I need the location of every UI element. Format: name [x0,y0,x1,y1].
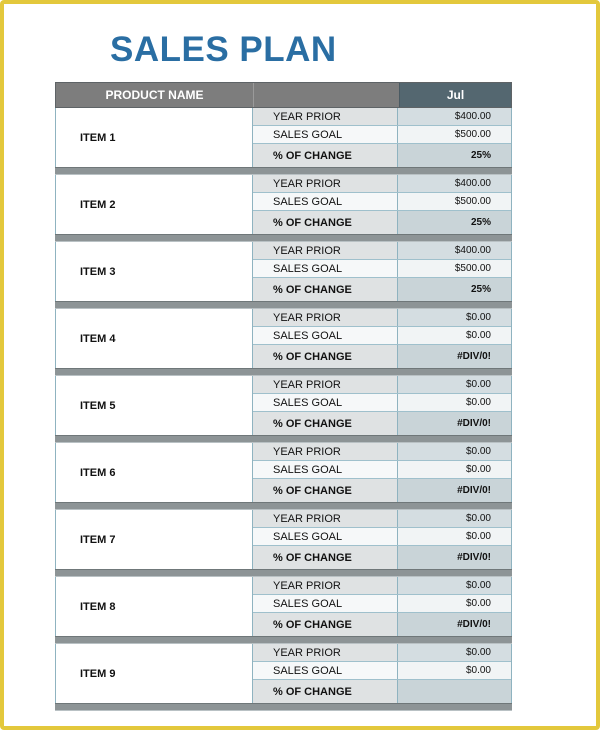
item-rows [253,175,511,234]
year-prior-label: YEAR PRIOR [253,242,398,259]
percent-change-row [253,613,511,636]
sales-goal-label: SALES GOAL [253,461,398,478]
group-separator [55,502,512,510]
sales-goal-value[interactable]: $0.00 [398,662,511,679]
item-name: ITEM 9 [56,644,253,703]
item-name: ITEM 7 [56,510,253,569]
year-prior-value[interactable]: $0.00 [398,309,511,326]
percent-change-label: % OF CHANGE [253,211,398,234]
year-prior-value[interactable]: $0.00 [398,376,511,393]
sales-goal-value[interactable]: $0.00 [398,528,511,545]
year-prior-row [253,577,511,595]
item-rows [253,376,511,435]
year-prior-row [253,644,511,662]
percent-change-value[interactable]: #DIV/0! [398,479,511,502]
item-name: ITEM 1 [56,108,253,167]
sales-goal-label: SALES GOAL [253,327,398,344]
sales-goal-value[interactable]: $0.00 [398,327,511,344]
table-header [55,82,512,108]
percent-change-row [253,680,511,703]
sales-goal-value[interactable]: $500.00 [398,260,511,277]
percent-change-value[interactable]: 25% [398,144,511,167]
percent-change-row [253,144,511,167]
year-prior-row [253,309,511,327]
percent-change-value[interactable]: 25% [398,211,511,234]
percent-change-label: % OF CHANGE [253,613,398,636]
sales-goal-label: SALES GOAL [253,193,398,210]
sales-goal-label: SALES GOAL [253,126,398,143]
percent-change-row [253,345,511,368]
group-separator [55,435,512,443]
percent-change-row [253,546,511,569]
item-rows [253,242,511,301]
item-groups [55,108,512,711]
item-group [55,175,512,234]
page-title: SALES PLAN [110,30,337,69]
percent-change-row [253,412,511,435]
group-separator [55,569,512,577]
year-prior-value[interactable]: $400.00 [398,175,511,192]
percent-change-label: % OF CHANGE [253,144,398,167]
sales-goal-label: SALES GOAL [253,528,398,545]
percent-change-row [253,479,511,502]
item-rows [253,309,511,368]
item-rows [253,108,511,167]
year-prior-label: YEAR PRIOR [253,443,398,460]
year-prior-value[interactable]: $400.00 [398,108,511,125]
sales-goal-value[interactable]: $0.00 [398,595,511,612]
year-prior-value[interactable]: $0.00 [398,443,511,460]
sales-goal-row [253,327,511,345]
sales-goal-value[interactable]: $0.00 [398,461,511,478]
group-separator [55,234,512,242]
sales-goal-value[interactable]: $0.00 [398,394,511,411]
percent-change-row [253,278,511,301]
percent-change-value[interactable]: #DIV/0! [398,546,511,569]
header-product-name: PRODUCT NAME [105,88,204,102]
header-month: Jul [399,83,511,107]
item-name: ITEM 8 [56,577,253,636]
year-prior-value[interactable]: $400.00 [398,242,511,259]
item-group [55,309,512,368]
item-group [55,376,512,435]
sales-goal-value[interactable]: $500.00 [398,126,511,143]
percent-change-value[interactable] [398,680,511,703]
year-prior-label: YEAR PRIOR [253,510,398,527]
percent-change-label: % OF CHANGE [253,345,398,368]
item-group [55,644,512,703]
year-prior-value[interactable]: $0.00 [398,510,511,527]
group-separator [55,636,512,644]
item-name: ITEM 5 [56,376,253,435]
sales-goal-row [253,260,511,278]
group-separator [55,703,512,711]
percent-change-label: % OF CHANGE [253,546,398,569]
year-prior-row [253,510,511,528]
item-name: ITEM 3 [56,242,253,301]
sales-goal-row [253,126,511,144]
year-prior-label: YEAR PRIOR [253,309,398,326]
item-rows [253,644,511,703]
item-rows [253,577,511,636]
sales-goal-label: SALES GOAL [253,260,398,277]
sales-goal-row [253,662,511,680]
sales-goal-row [253,193,511,211]
item-group [55,510,512,569]
year-prior-label: YEAR PRIOR [253,175,398,192]
year-prior-value[interactable]: $0.00 [398,644,511,661]
item-group [55,443,512,502]
year-prior-label: YEAR PRIOR [253,644,398,661]
percent-change-label: % OF CHANGE [253,278,398,301]
item-group [55,577,512,636]
item-name: ITEM 6 [56,443,253,502]
percent-change-value[interactable]: #DIV/0! [398,613,511,636]
percent-change-value[interactable]: 25% [398,278,511,301]
sales-goal-value[interactable]: $500.00 [398,193,511,210]
percent-change-value[interactable]: #DIV/0! [398,345,511,368]
item-rows [253,443,511,502]
percent-change-label: % OF CHANGE [253,479,398,502]
percent-change-value[interactable]: #DIV/0! [398,412,511,435]
year-prior-label: YEAR PRIOR [253,577,398,594]
sales-goal-label: SALES GOAL [253,595,398,612]
sales-goal-label: SALES GOAL [253,394,398,411]
item-group [55,108,512,167]
item-group [55,242,512,301]
percent-change-row [253,211,511,234]
sales-goal-row [253,461,511,479]
sales-plan-table [55,82,512,698]
group-separator [55,368,512,376]
year-prior-row [253,443,511,461]
item-name: ITEM 4 [56,309,253,368]
group-separator [55,301,512,309]
year-prior-row [253,108,511,126]
year-prior-row [253,242,511,260]
sales-goal-row [253,394,511,412]
sales-goal-row [253,528,511,546]
year-prior-label: YEAR PRIOR [253,376,398,393]
sales-goal-label: SALES GOAL [253,662,398,679]
year-prior-row [253,175,511,193]
item-name: ITEM 2 [56,175,253,234]
percent-change-label: % OF CHANGE [253,680,398,703]
percent-change-label: % OF CHANGE [253,412,398,435]
header-blank [253,83,399,107]
year-prior-row [253,376,511,394]
sales-goal-row [253,595,511,613]
year-prior-value[interactable]: $0.00 [398,577,511,594]
year-prior-label: YEAR PRIOR [253,108,398,125]
group-separator [55,167,512,175]
item-rows [253,510,511,569]
